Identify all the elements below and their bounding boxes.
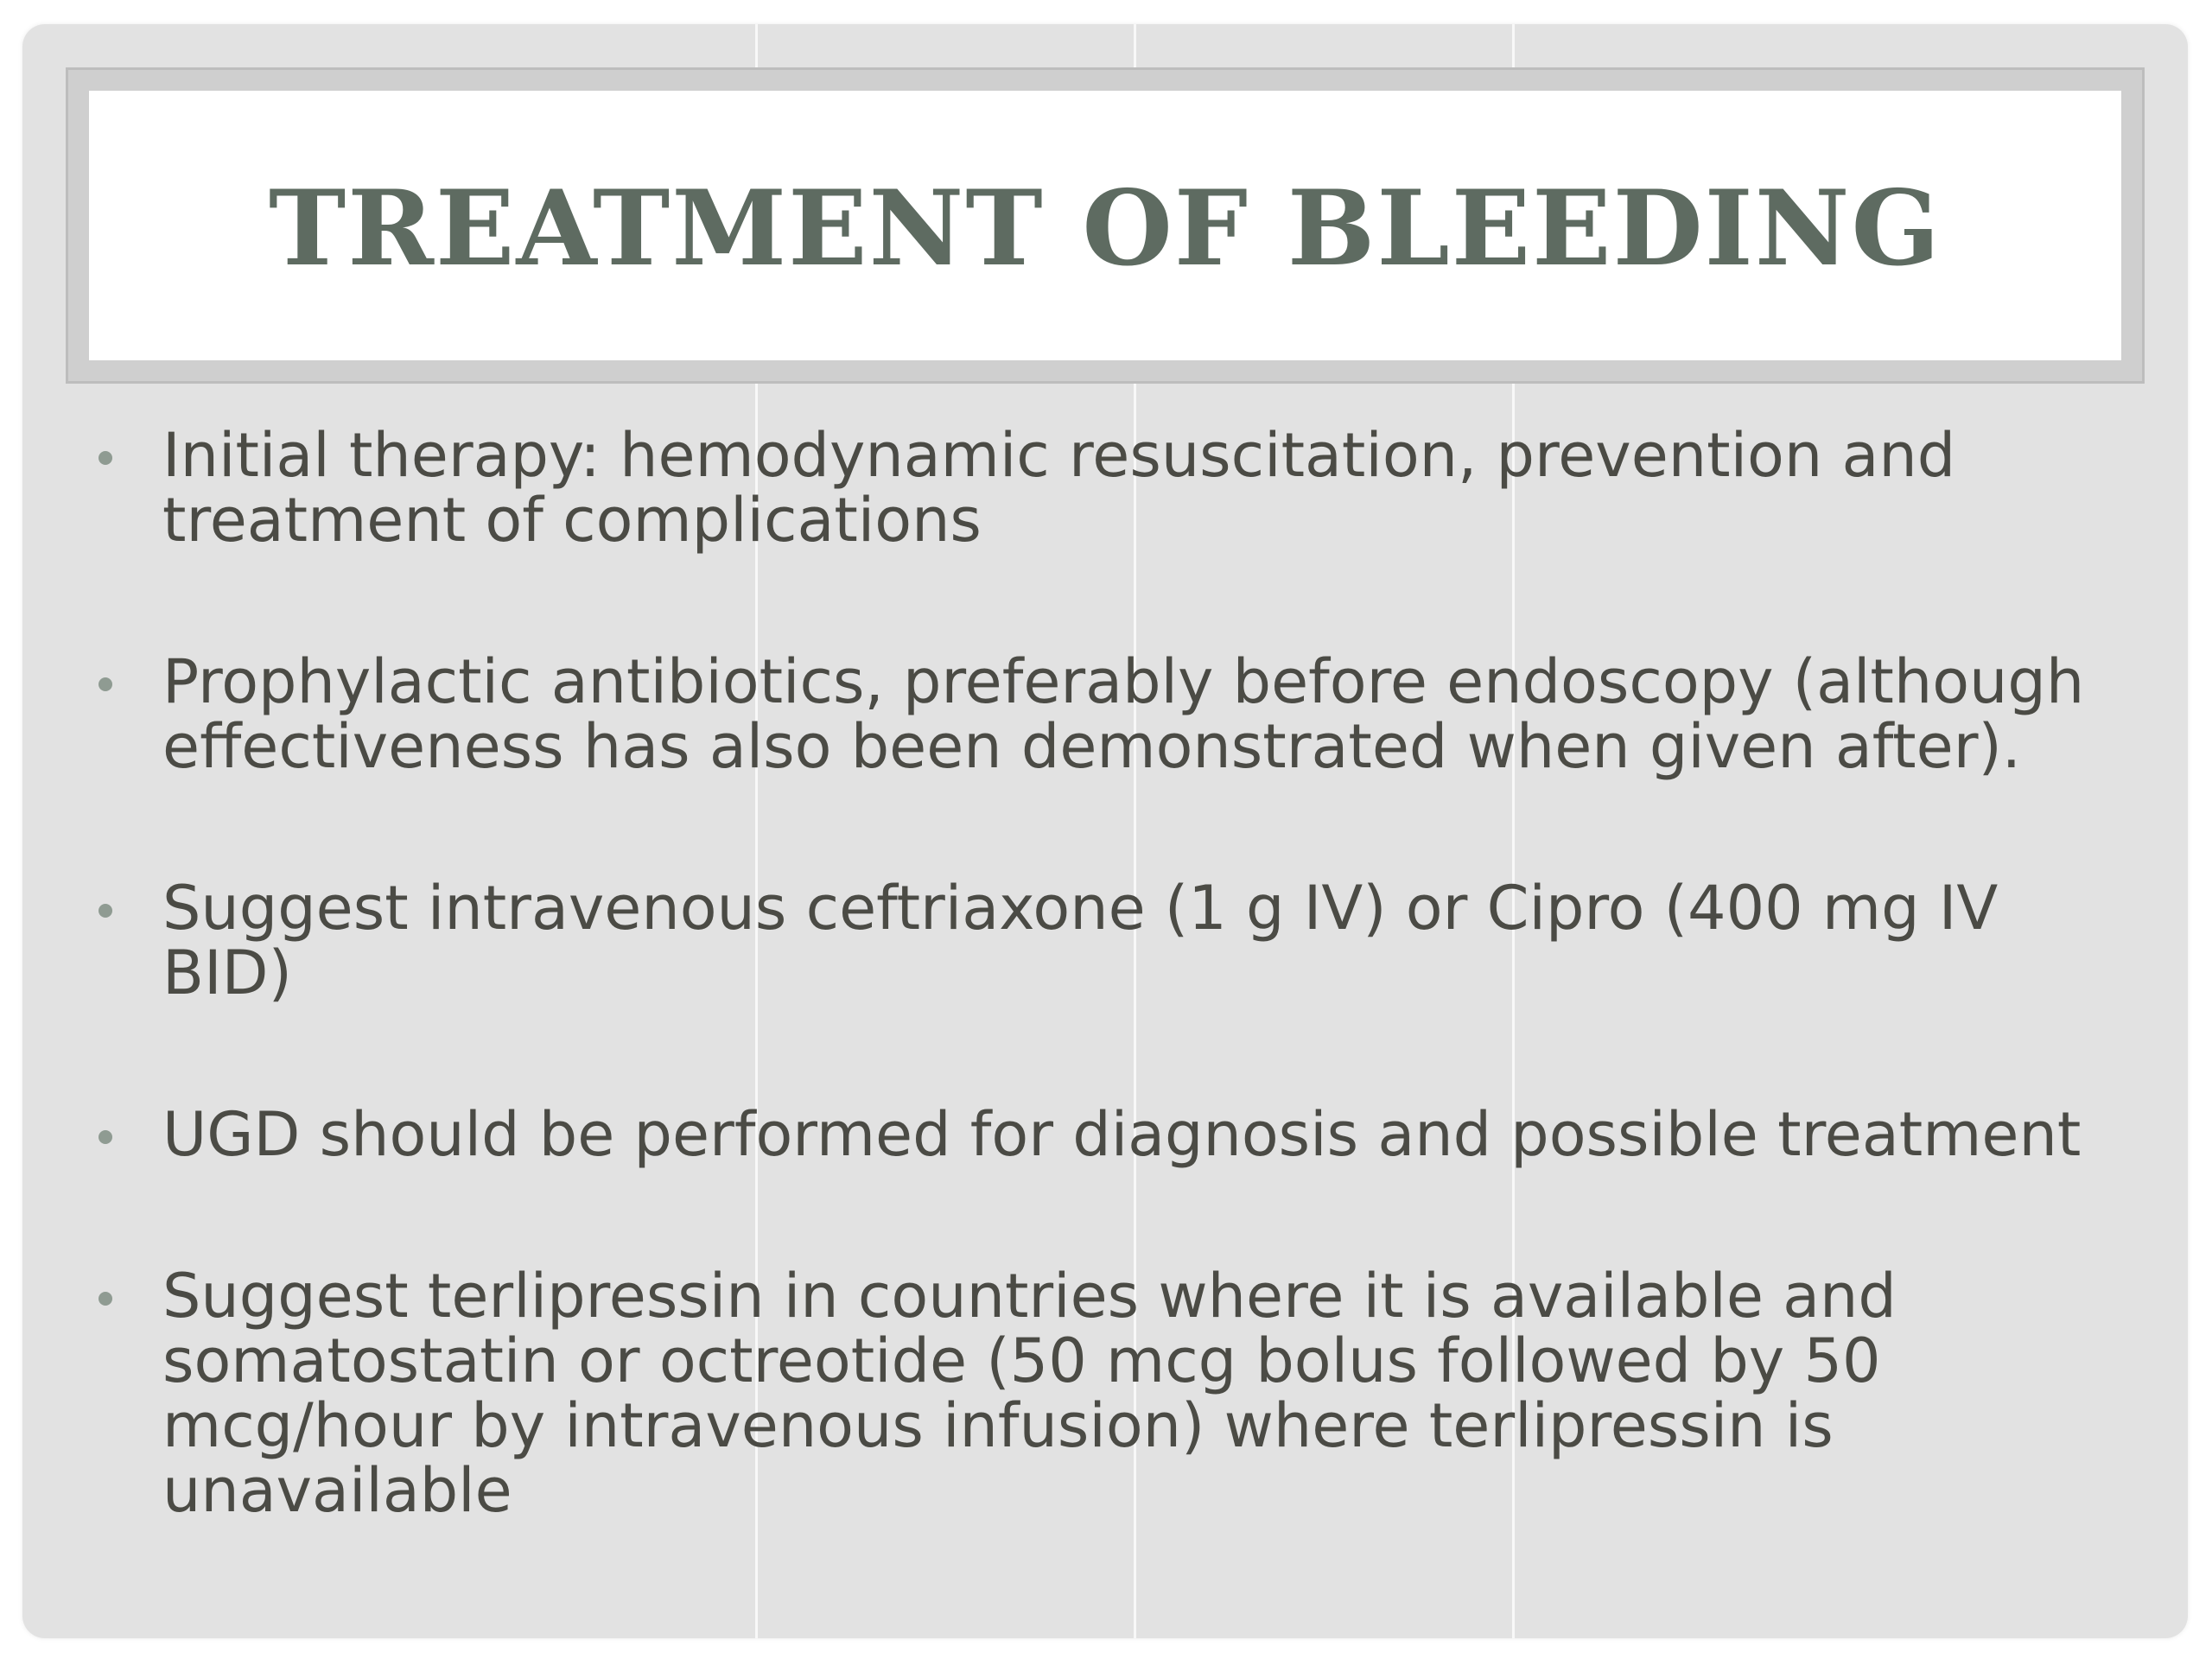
bullet-text: Suggest intravenous ceftriaxone (1 g IV) or Cipro (400 mg IV BID) bbox=[162, 873, 1999, 1008]
bullet-icon bbox=[99, 451, 112, 465]
bullet-icon bbox=[99, 1292, 112, 1306]
bullet-text: Suggest terlipressin in countries where it is available and somatostatin or octreotide (50 mcg bolus followed by 50 mcg/hour by intravenous infusion) where terlipressin is unavailable bbox=[162, 1261, 1897, 1526]
title-frame bbox=[66, 67, 2145, 384]
bullet-text: Prophylactic antibiotics, preferably before endoscopy (although effectiveness has also been demonstrated when given after). bbox=[162, 646, 2085, 782]
bullet-list bbox=[86, 420, 2126, 1620]
bullet-icon bbox=[99, 904, 112, 918]
bullet-text: UGD should be performed for diagnosis and possible treatment bbox=[162, 1099, 2082, 1170]
bullet-item bbox=[86, 873, 2126, 1008]
bullet-icon bbox=[99, 1130, 112, 1144]
title-box bbox=[89, 91, 2121, 360]
slide-title: TREATMENT OF BLEEDING bbox=[269, 168, 1942, 289]
bullet-item bbox=[86, 420, 2126, 556]
bullet-item bbox=[86, 646, 2126, 782]
slide bbox=[22, 24, 2188, 1638]
bullet-item bbox=[86, 1261, 2126, 1526]
bullet-text: Initial therapy: hemodynamic resuscitation, prevention and treatment of complications bbox=[162, 420, 1956, 556]
bullet-item bbox=[86, 1099, 2126, 1170]
bullet-icon bbox=[99, 677, 112, 691]
